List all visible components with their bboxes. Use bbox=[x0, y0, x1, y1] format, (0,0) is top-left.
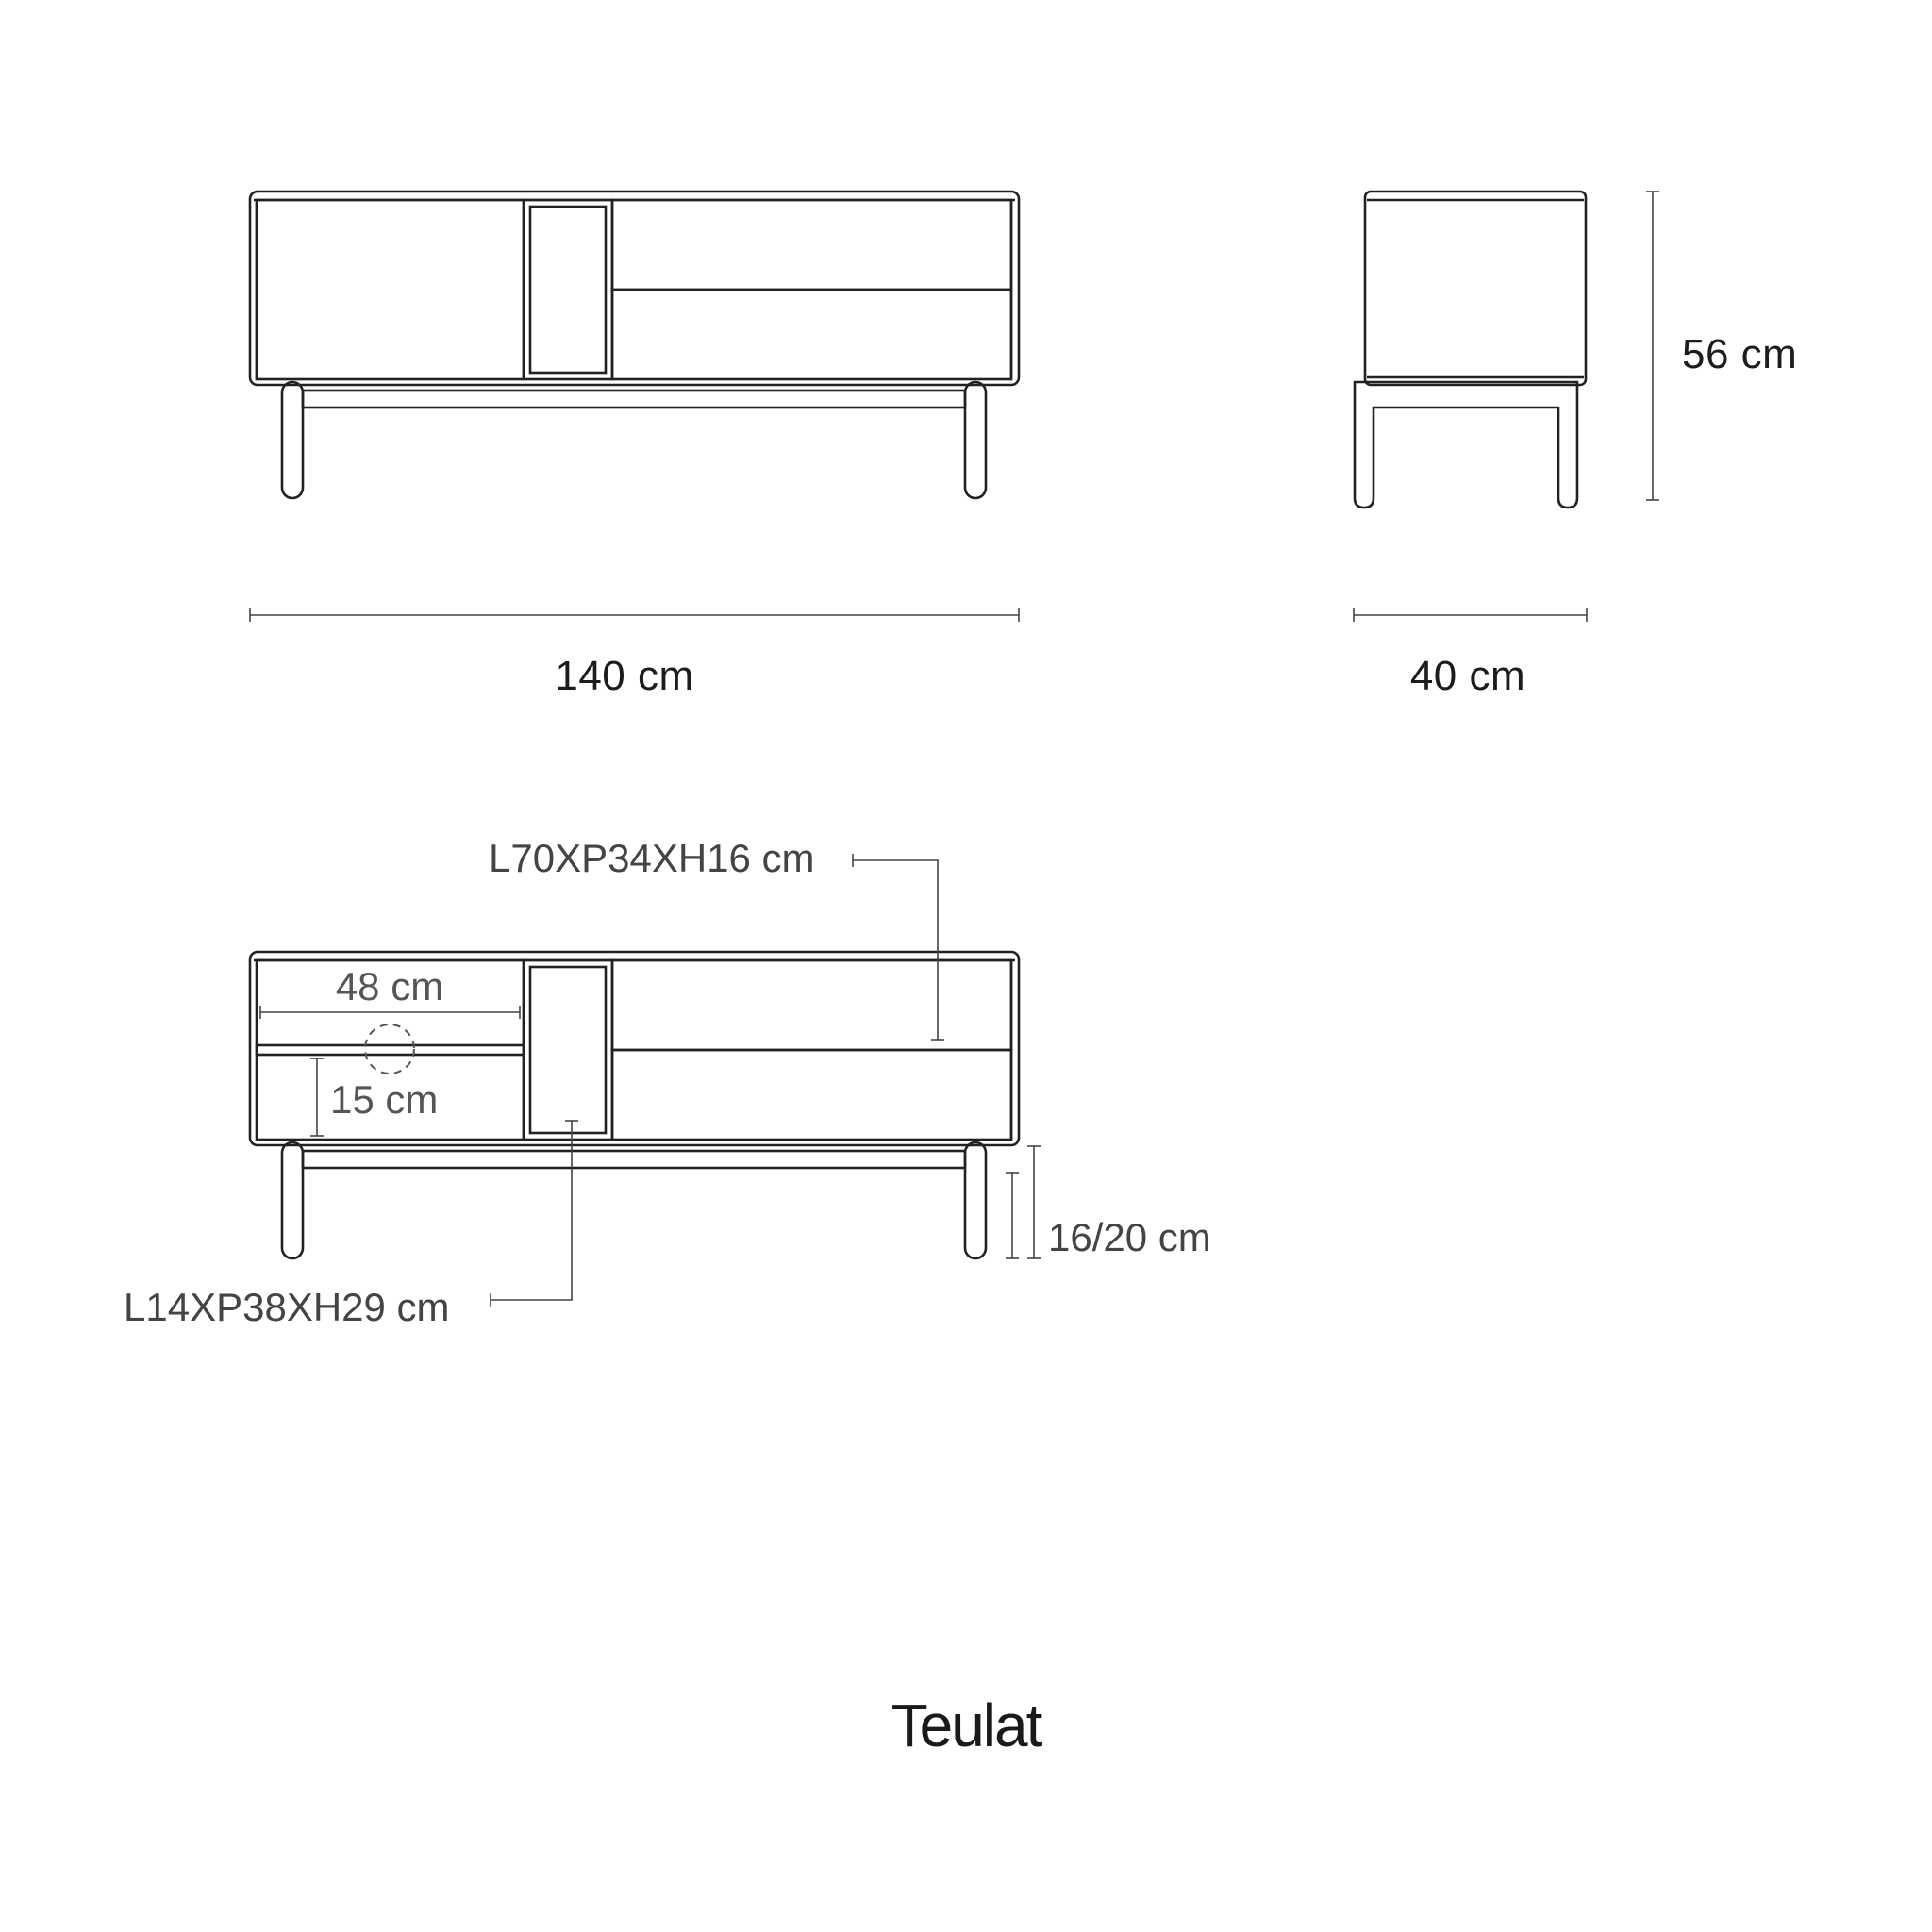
interior-stretcher bbox=[303, 1151, 965, 1168]
side-cabinet-body bbox=[1365, 192, 1586, 385]
leg-height-label: 16/20 cm bbox=[1048, 1215, 1211, 1259]
width-label: 140 cm bbox=[555, 653, 694, 699]
drawer-label: L70XP34XH16 cm bbox=[489, 836, 815, 880]
shelf-width-label: 48 cm bbox=[335, 964, 444, 1008]
height-label: 56 cm bbox=[1682, 331, 1798, 377]
brand-logo: Teulat bbox=[891, 1691, 1041, 1759]
niche-label: L14XP38XH29 cm bbox=[124, 1285, 450, 1329]
depth-dimension bbox=[1354, 608, 1587, 699]
side-leg-frame bbox=[1355, 382, 1577, 508]
height-dimension bbox=[1646, 192, 1797, 500]
width-dimension bbox=[250, 608, 1019, 699]
front-left-leg bbox=[282, 382, 303, 498]
interior-center-niche-outer bbox=[524, 960, 612, 1140]
front-drawer-bottom bbox=[612, 290, 1011, 379]
front-view bbox=[250, 192, 1019, 498]
interior-right-leg bbox=[965, 1142, 986, 1258]
drawer-callout bbox=[489, 836, 944, 1040]
shelf-height-dimension bbox=[310, 1058, 438, 1136]
front-center-niche-outer bbox=[524, 200, 612, 379]
front-stretcher bbox=[303, 391, 965, 408]
interior-drawer-bottom bbox=[612, 1050, 1011, 1140]
front-left-door bbox=[257, 200, 524, 379]
side-view bbox=[1355, 192, 1586, 508]
shelf-width-dimension bbox=[260, 964, 520, 1019]
front-drawer-top bbox=[612, 200, 1011, 290]
front-cabinet-body bbox=[250, 192, 1019, 385]
interior-drawer-top bbox=[612, 960, 1011, 1050]
shelf-height-label: 15 cm bbox=[330, 1077, 439, 1122]
interior-left-leg bbox=[282, 1142, 303, 1258]
interior-center-niche-inner bbox=[530, 967, 606, 1133]
front-center-niche-inner bbox=[530, 207, 606, 373]
cable-hole bbox=[365, 1024, 414, 1074]
depth-label: 40 cm bbox=[1409, 653, 1526, 699]
front-right-leg bbox=[965, 382, 986, 498]
interior-shelf bbox=[257, 1045, 524, 1055]
leg-height-dimension bbox=[1006, 1146, 1211, 1259]
